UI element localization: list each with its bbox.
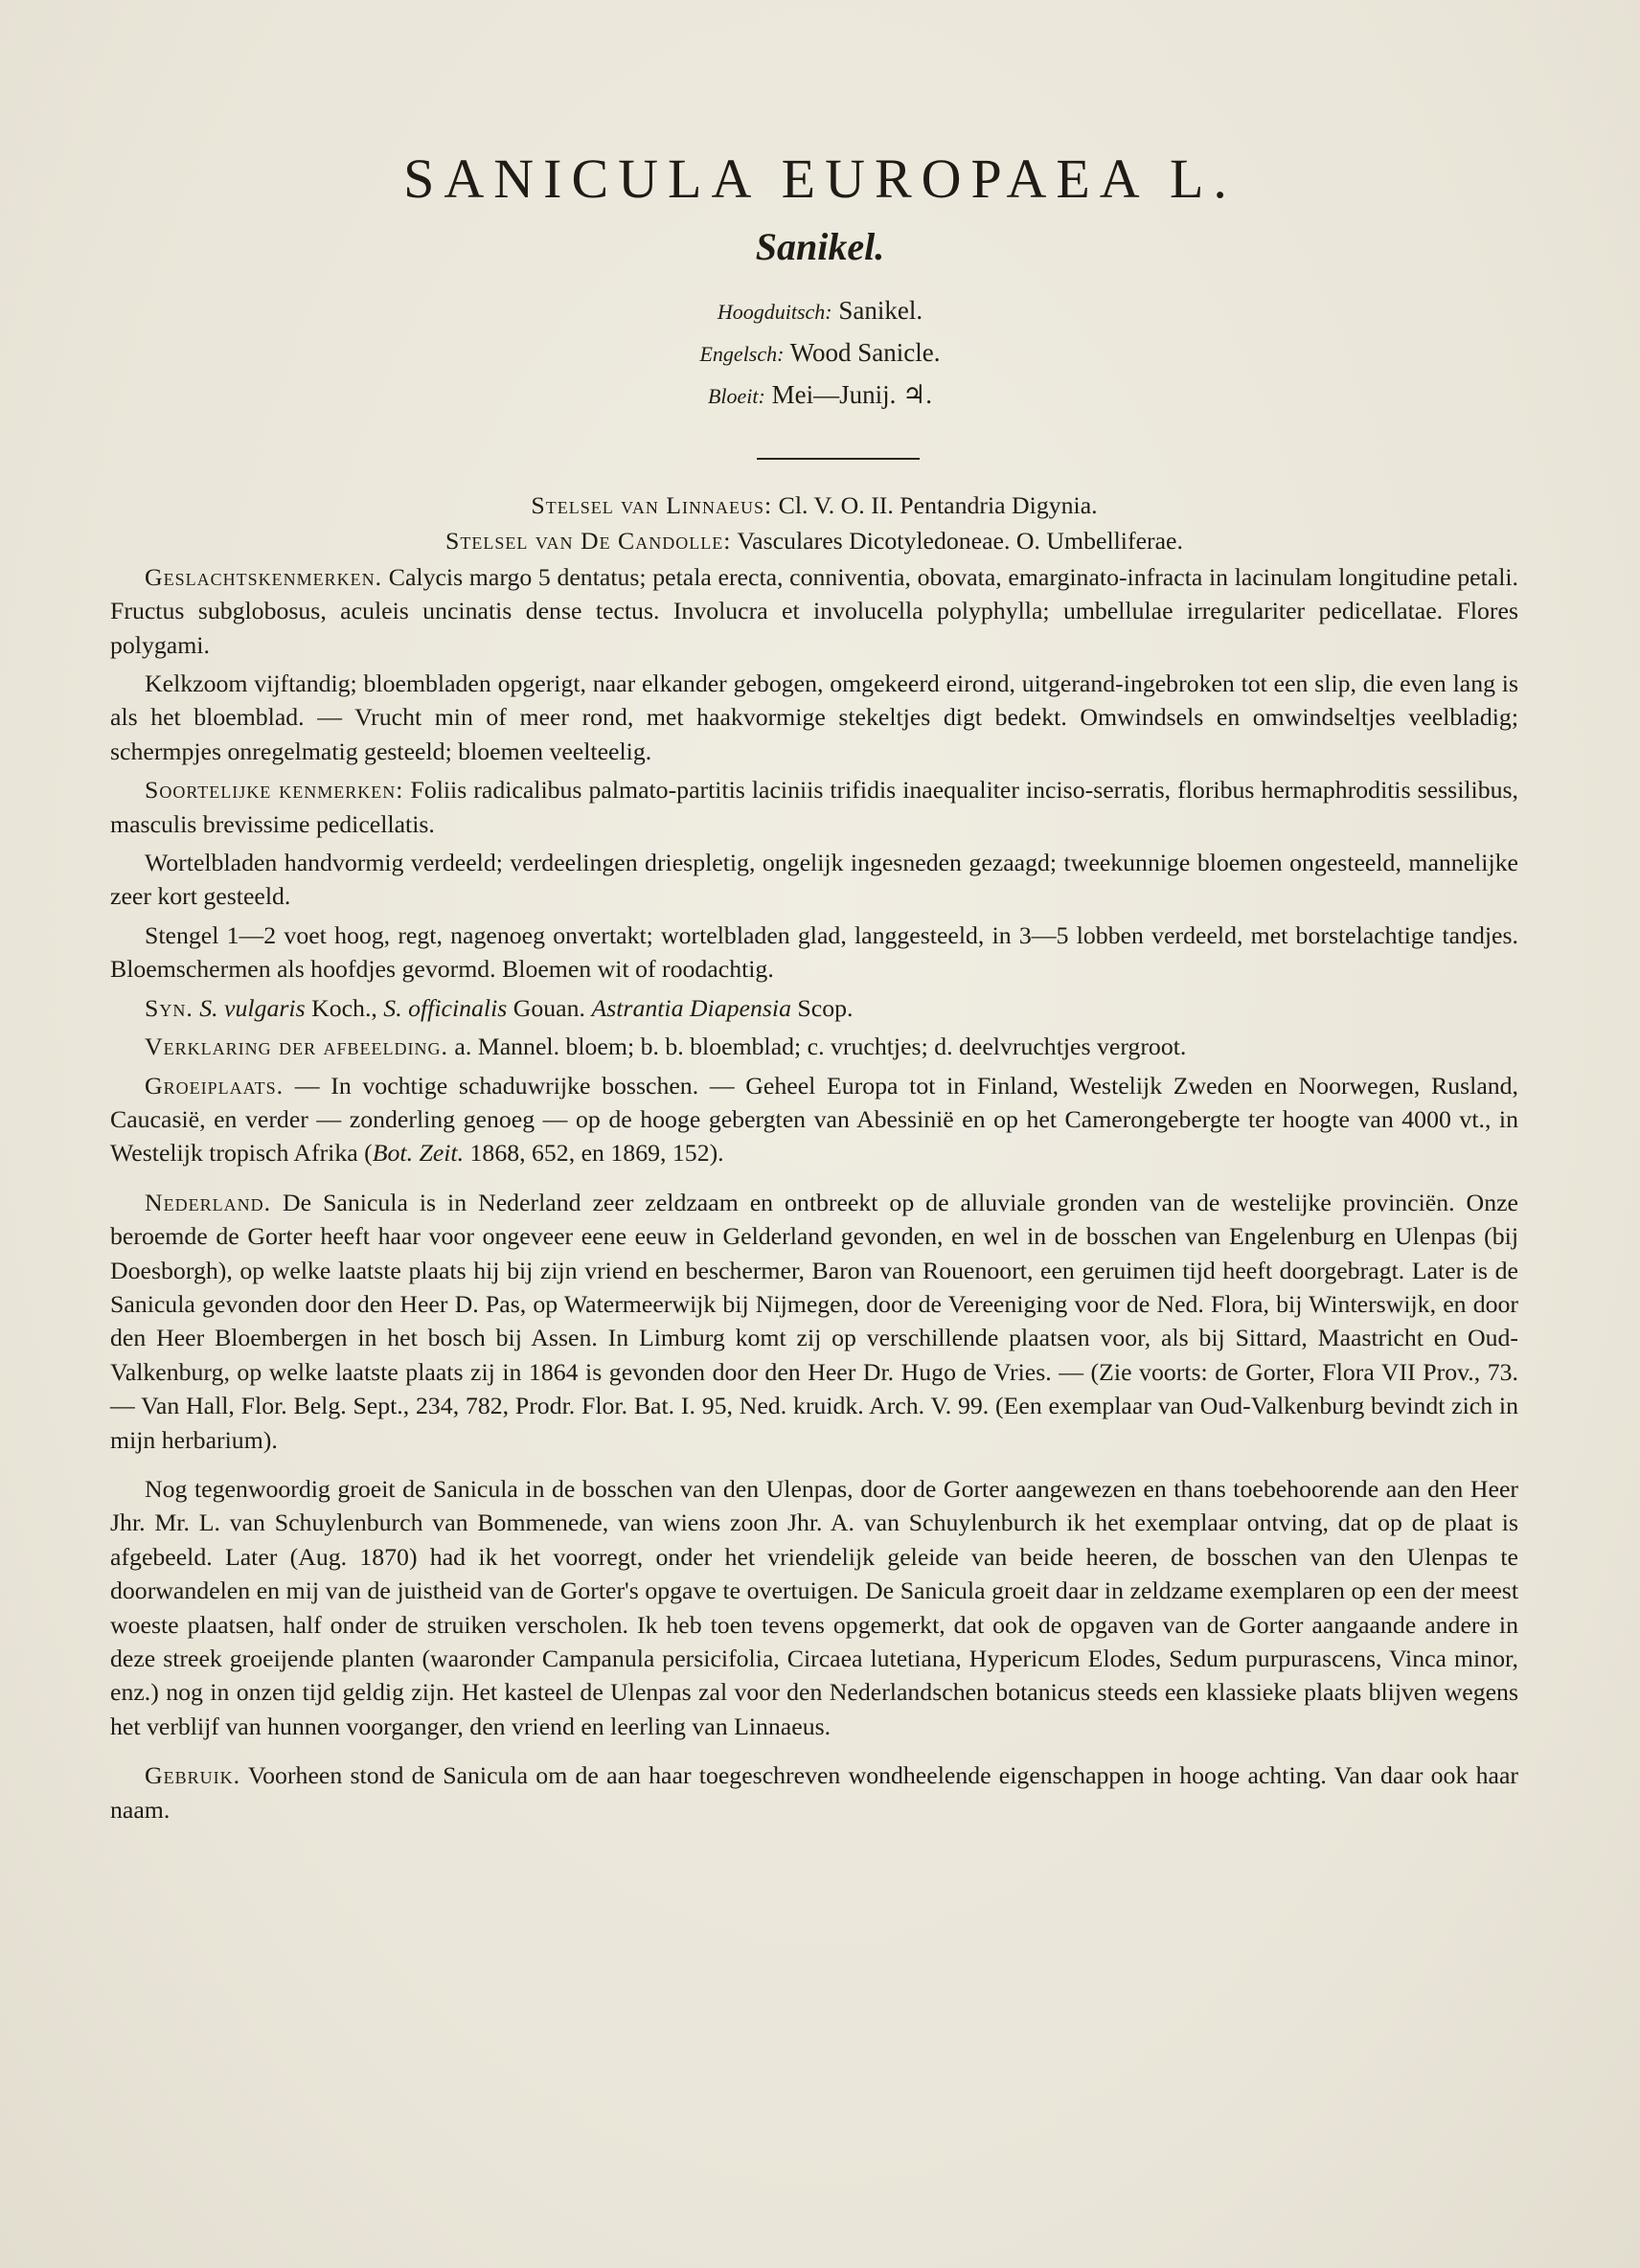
- name-label: Bloeit:: [707, 384, 765, 408]
- section-text: Cl. V. O. II. Pentandria Digynia.: [778, 491, 1098, 519]
- stengel-paragraph: Stengel 1—2 voet hoog, regt, nagenoeg onvertakt; wortelbladen glad, langgesteeld, in 3—5 lobben verdeeld, met borstelachtige tandjes. Bloemschermen als hoofdjes gevormd. Bloemen wit of roodachtig.: [110, 920, 1518, 984]
- common-names: [0, 289, 1640, 416]
- groei-paragraph: [110, 1069, 1518, 1170]
- wortel-paragraph: Wortelbladen handvormig verdeeld; verdeelingen driespletig, ongelijk ingesneden gezaagd; tweekunnige bloemen ongesteeld, mannelijke zeer kort gesteeld.: [110, 849, 1518, 911]
- section-text: Calycis margo 5 dentatus; petala erecta, conniventia, obovata, emarginato-infracta in lacinulam longitudine petali. Fructus subglobosus, aculeis uncinatis dense tectus. Involucra et involucella polyphylla; umbellulae irregulariter pedicellatae. Flores polygami.: [110, 562, 1518, 659]
- syn-author: Scop.: [797, 993, 854, 1022]
- section-label: Nederland.: [145, 1188, 272, 1216]
- article-body: [110, 488, 1518, 1831]
- syn-paragraph: [110, 991, 1518, 1025]
- gebruik-paragraph: [110, 1758, 1518, 1826]
- syn-name: S. vulgaris: [199, 993, 306, 1022]
- name-row: [0, 331, 1640, 374]
- section-text: 1868, 652, en 1869, 152).: [469, 1139, 724, 1168]
- section-label: Syn.: [145, 993, 194, 1022]
- page-title: SANICULA EUROPAEA L.: [403, 147, 1237, 210]
- section-label: Soortelijke kenmerken:: [145, 776, 404, 805]
- section-text: De Sanicula is in Nederland zeer zeldzaam en ontbreekt op de alluviale gronden van de westelijke provinciën. Onze beroemde de Gorter heeft haar voor ongeveer eene eeuw in Gelderland gevonden, en wel in de bosschen van Engelenburg en Ulenpas (bij Doesborgh), op welke laatste plaats hij bij zijn vriend en beschermer, Baron van Rouenoort, een geruimen tijd heeft doorgebragt. Later is de Sanicula gevonden door den Heer D. Pas, op Watermeerwijk bij Nijmegen, door de Vereeniging voor de Ned. Flora, bij Winterswijk, en door den Heer Bloembergen in het bosch bij Assen. In Limburg komt zij op verschillende plaatsen voor, als bij Sittard, Maastricht en Oud-Valkenburg, op welke laatste plaats zij in 1864 is gevonden door den Heer Dr. Hugo de Vries. — (Zie voorts: de Gorter, Flora VII Prov., 73. — Van Hall, Flor. Belg. Sept., 234, 782, Prodr. Flor. Bat. I. 95, Ned. kruidk. Arch. V. 99. (Een exemplaar van Oud-Valkenburg bevindt zich in mijn herbarium).: [110, 1188, 1518, 1454]
- syn-author: Gouan.: [512, 993, 585, 1022]
- section-label: Verklaring der afbeelding.: [145, 1032, 448, 1061]
- name-row: [0, 374, 1640, 416]
- section-text: a. Mannel. bloem; b. b. bloemblad; c. vruchtjes; d. deelvruchtjes vergroot.: [454, 1032, 1187, 1061]
- verklaring-paragraph: [110, 1030, 1518, 1063]
- name-label: Hoogduitsch:: [717, 300, 832, 324]
- section-label: Geslachtskenmerken.: [145, 562, 383, 591]
- name-label: Engelsch:: [699, 342, 785, 366]
- name-value: Wood Sanicle.: [789, 338, 941, 367]
- section-text: Voorheen stond de Sanicula om de aan haar toegeschreven wondheelende eigenschappen in hooge achting. Van daar ook haar naam.: [110, 1761, 1518, 1824]
- name-value: Sanikel.: [838, 296, 923, 325]
- syn-name: Astrantia Diapensia: [591, 993, 791, 1022]
- name-row: [0, 289, 1640, 331]
- kelkzoom-paragraph: Kelkzoom vijftandig; bloembladen opgerigt, naar elkander gebogen, omgekeerd eirond, uitgerand-ingebroken tot een slip, die even lang is als het bloemblad. — Vrucht min of meer rond, met haakvormige stekeltjes digt bedekt. Omwindsels en omwindseltjes veelbladig; schermpjes onregelmatig gesteeld; bloemen veelteelig.: [110, 669, 1518, 765]
- candolle-line: [110, 524, 1518, 557]
- page-subtitle: Sanikel.: [755, 225, 885, 268]
- section-label: Stelsel van Linnaeus:: [531, 491, 773, 519]
- name-value: Mei—Junij. ♃.: [771, 380, 933, 409]
- section-label: Groeiplaats.: [145, 1071, 285, 1100]
- syn-name: S. officinalis: [383, 993, 508, 1022]
- reference: Bot. Zeit.: [372, 1139, 465, 1168]
- linnaeus-line: [110, 488, 1518, 522]
- section-label: Gebruik.: [145, 1761, 241, 1790]
- soort-paragraph: [110, 773, 1518, 841]
- section-text: Foliis radicalibus palmato-partitis laciniis trifidis inaequaliter inciso-serratis, floribus hermaphroditis sessilibus, masculis brevissime pedicellatis.: [110, 776, 1518, 838]
- nog-paragraph: Nog tegenwoordig groeit de Sanicula in de bosschen van den Ulenpas, door de Gorter aangewezen en thans toebehoorende aan den Heer Jhr. Mr. L. van Schuylenburch van Bommenede, van wiens zoon Jhr. A. van Schuylenburch ik het exemplaar ontving, dat op de plaat is afgebeeld. Later (Aug. 1870) had ik het voorregt, onder het vriendelijk geleide van beide heeren, de bosschen van den Ulenpas te doorwandelen en mij van de juistheid van de Gorter's opgave te overtuigen. De Sanicula groeit daar in zeldzame exemplaren op een der meest woeste plaatsen, half onder de struiken verscholen. Ik heb toen tevens opgemerkt, dat ook de opgaven van de Gorter aangaande andere in deze streek groeijende planten (waaronder Campanula persicifolia, Circaea lutetiana, Hypericum Elodes, Sedum purpurascens, Vinca minor, enz.) nog in onzen tijd geldig zijn. Het kasteel de Ulenpas zal voor den Nederlandschen botanicus steeds een klassieke plaats blijven wegens het verblijf van hunnen voorganger, den vriend en leerling van Linnaeus.: [110, 1474, 1518, 1740]
- geslacht-paragraph: [110, 560, 1518, 662]
- section-text: — In vochtige schaduwrijke bosschen. — Geheel Europa tot in Finland, Westelijk Zweden en Noorwegen, Rusland, Caucasië, en verder — zonderling genoeg — op de hooge gebergten van Abessinië en op het Camerongebergte ter hoogte van 4000 vt., in Westelijk tropisch Afrika (: [110, 1071, 1519, 1168]
- divider: [757, 458, 920, 460]
- section-label: Stelsel van De Candolle:: [445, 527, 732, 556]
- section-text: Vasculares Dicotyledoneae. O. Umbelliferae.: [737, 527, 1183, 556]
- syn-author: Koch.,: [311, 993, 377, 1022]
- nederland-paragraph: [110, 1186, 1518, 1457]
